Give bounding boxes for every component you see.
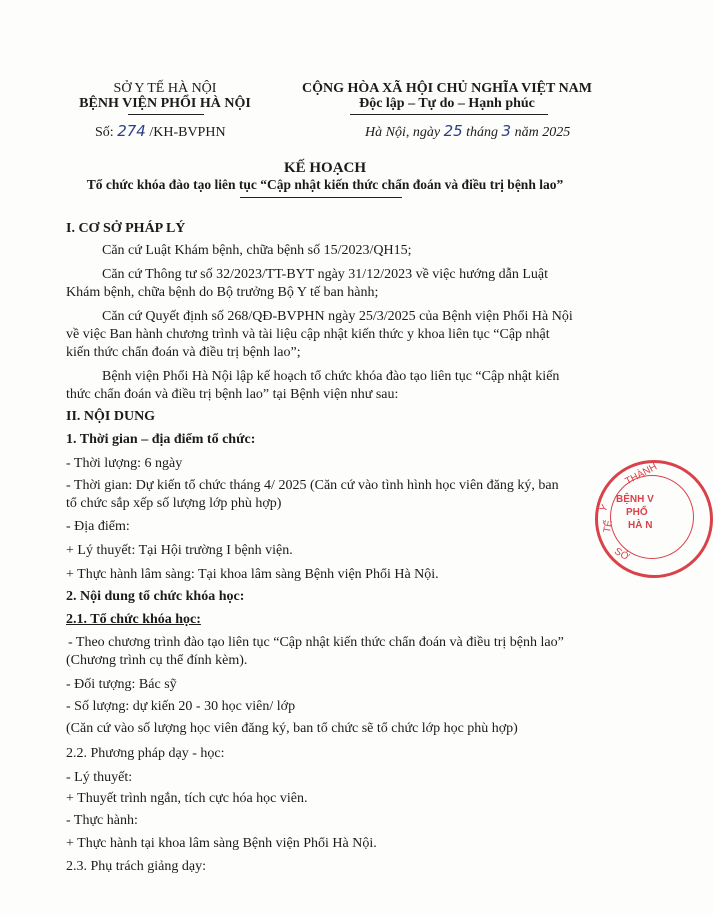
- plan-intro-line1: Bệnh viện Phổi Hà Nội lập kế hoạch tổ chức khóa đào tạo liên tục “Cập nhật kiến: [102, 369, 560, 384]
- legal-basis-1: Căn cứ Luật Khám bệnh, chữa bệnh số 15/2023/QH15;: [102, 243, 412, 258]
- method-theory: - Lý thuyết:: [66, 770, 133, 785]
- program-line2: (Chương trình cụ thể đính kèm).: [66, 653, 248, 668]
- stamp-left-text: Y: [597, 502, 611, 515]
- doc-number: [95, 122, 226, 142]
- legal-basis-3-line1: Căn cứ Quyết định số 268/QĐ-BVPHN ngày 25/3/2025 của Bệnh viện Phổi Hà Nội: [102, 309, 573, 324]
- subsection-2-3-heading: 2.3. Phụ trách giảng dạy:: [66, 859, 206, 874]
- hospital-stamp: [595, 460, 713, 578]
- method-practice-detail: + Thực hành tại khoa lâm sàng Bệnh viện Phổi Hà Nội.: [66, 836, 377, 851]
- legal-basis-2-line1: Căn cứ Thông tư số 32/2023/TT-BYT ngày 31/12/2023 về việc hướng dẫn Luật: [102, 267, 548, 282]
- legal-basis-3-line2: về việc Ban hành chương trình và tài liệu cập nhật kiến thức y khoa liên tục “Cập nhật: [66, 327, 550, 342]
- title-underline: [240, 197, 402, 198]
- legal-basis-3-line3: kiến thức chẩn đoán và điều trị bệnh lao”;: [66, 345, 301, 360]
- stamp-left-text-2: TẾ: [601, 519, 615, 534]
- section-1-heading: I. CƠ SỞ PHÁP LÝ: [66, 221, 186, 236]
- org-underline: [128, 114, 204, 115]
- class-size: - Số lượng: dự kiến 20 - 30 học viên/ lớp: [66, 699, 296, 714]
- subsection-1-heading: 1. Thời gian – địa điểm tổ chức:: [66, 432, 256, 447]
- method-theory-detail: + Thuyết trình ngắn, tích cực hóa học viên.: [66, 791, 308, 806]
- doc-number-prefix: Số:: [95, 125, 114, 140]
- org-name: BỆNH VIỆN PHỔI HÀ NỘI: [79, 96, 251, 111]
- location-theory: + Lý thuyết: Tại Hội trường I bệnh viện.: [66, 543, 293, 558]
- stamp-inner-ring: [610, 475, 694, 559]
- method-practice: - Thực hành:: [66, 813, 138, 828]
- doc-number-suffix: /KH-BVPHN: [149, 125, 226, 140]
- schedule-line1: - Thời gian: Dự kiến tổ chức tháng 4/ 2025 (Căn cứ vào tình hình học viên đăng ký, ban: [66, 478, 559, 493]
- section-2-heading: II. NỘI DUNG: [66, 409, 156, 424]
- motto: Độc lập – Tự do – Hạnh phúc: [359, 96, 535, 111]
- location-practice: + Thực hành lâm sàng: Tại khoa lâm sàng Bệnh viện Phổi Hà Nội.: [66, 567, 439, 582]
- target-audience: - Đối tượng: Bác sỹ: [66, 677, 177, 692]
- stamp-line-3: HÀ N: [628, 520, 653, 531]
- stamp-bottom-text: SỞ: [612, 545, 631, 564]
- program-line1: - Theo chương trình đào tạo liên tục “Cập nhật kiến thức chẩn đoán và điều trị bệnh lao”: [68, 635, 564, 650]
- doc-date: [365, 122, 570, 142]
- subsection-2-1-heading: 2.1. Tổ chức khóa học:: [66, 612, 201, 627]
- doc-title: KẾ HOẠCH: [283, 160, 367, 176]
- date-day: 25: [443, 122, 463, 140]
- date-place: Hà Nội, ngày: [365, 125, 441, 140]
- location-label: - Địa điểm:: [66, 519, 130, 534]
- subsection-2-heading: 2. Nội dung tổ chức khóa học:: [66, 589, 245, 604]
- schedule-line2: tổ chức sắp xếp số lượng lớp phù hợp): [66, 496, 282, 511]
- stamp-line-2: PHỔ: [626, 507, 648, 518]
- date-month: 3: [501, 122, 512, 140]
- date-year: năm 2025: [514, 125, 571, 140]
- subsection-2-2-heading: 2.2. Phương pháp dạy - học:: [66, 746, 225, 761]
- doc-subtitle: Tổ chức khóa đào tạo liên tục “Cập nhật kiến thức chẩn đoán và điều trị bệnh lao”: [86, 177, 564, 192]
- duration: - Thời lượng: 6 ngày: [66, 456, 183, 471]
- stamp-line-1: BỆNH V: [616, 494, 654, 505]
- class-size-note: (Căn cứ vào số lượng học viên đăng ký, ban tổ chức sẽ tổ chức lớp học phù hợp): [66, 721, 518, 736]
- motto-underline: [350, 114, 548, 115]
- date-month-label: tháng: [466, 125, 499, 140]
- stamp-top-text: THÀNH: [623, 461, 660, 488]
- country-name: CỘNG HÒA XÃ HỘI CHỦ NGHĨA VIỆT NAM: [301, 81, 592, 96]
- doc-number-handwritten: 274: [117, 122, 146, 140]
- org-parent: SỞ Y TẾ HÀ NỘI: [113, 81, 217, 96]
- legal-basis-2-line2: Khám bệnh, chữa bệnh do Bộ trưởng Bộ Y tế ban hành;: [66, 285, 379, 300]
- plan-intro-line2: thức chẩn đoán và điều trị bệnh lao” tại Bệnh viện như sau:: [66, 387, 399, 402]
